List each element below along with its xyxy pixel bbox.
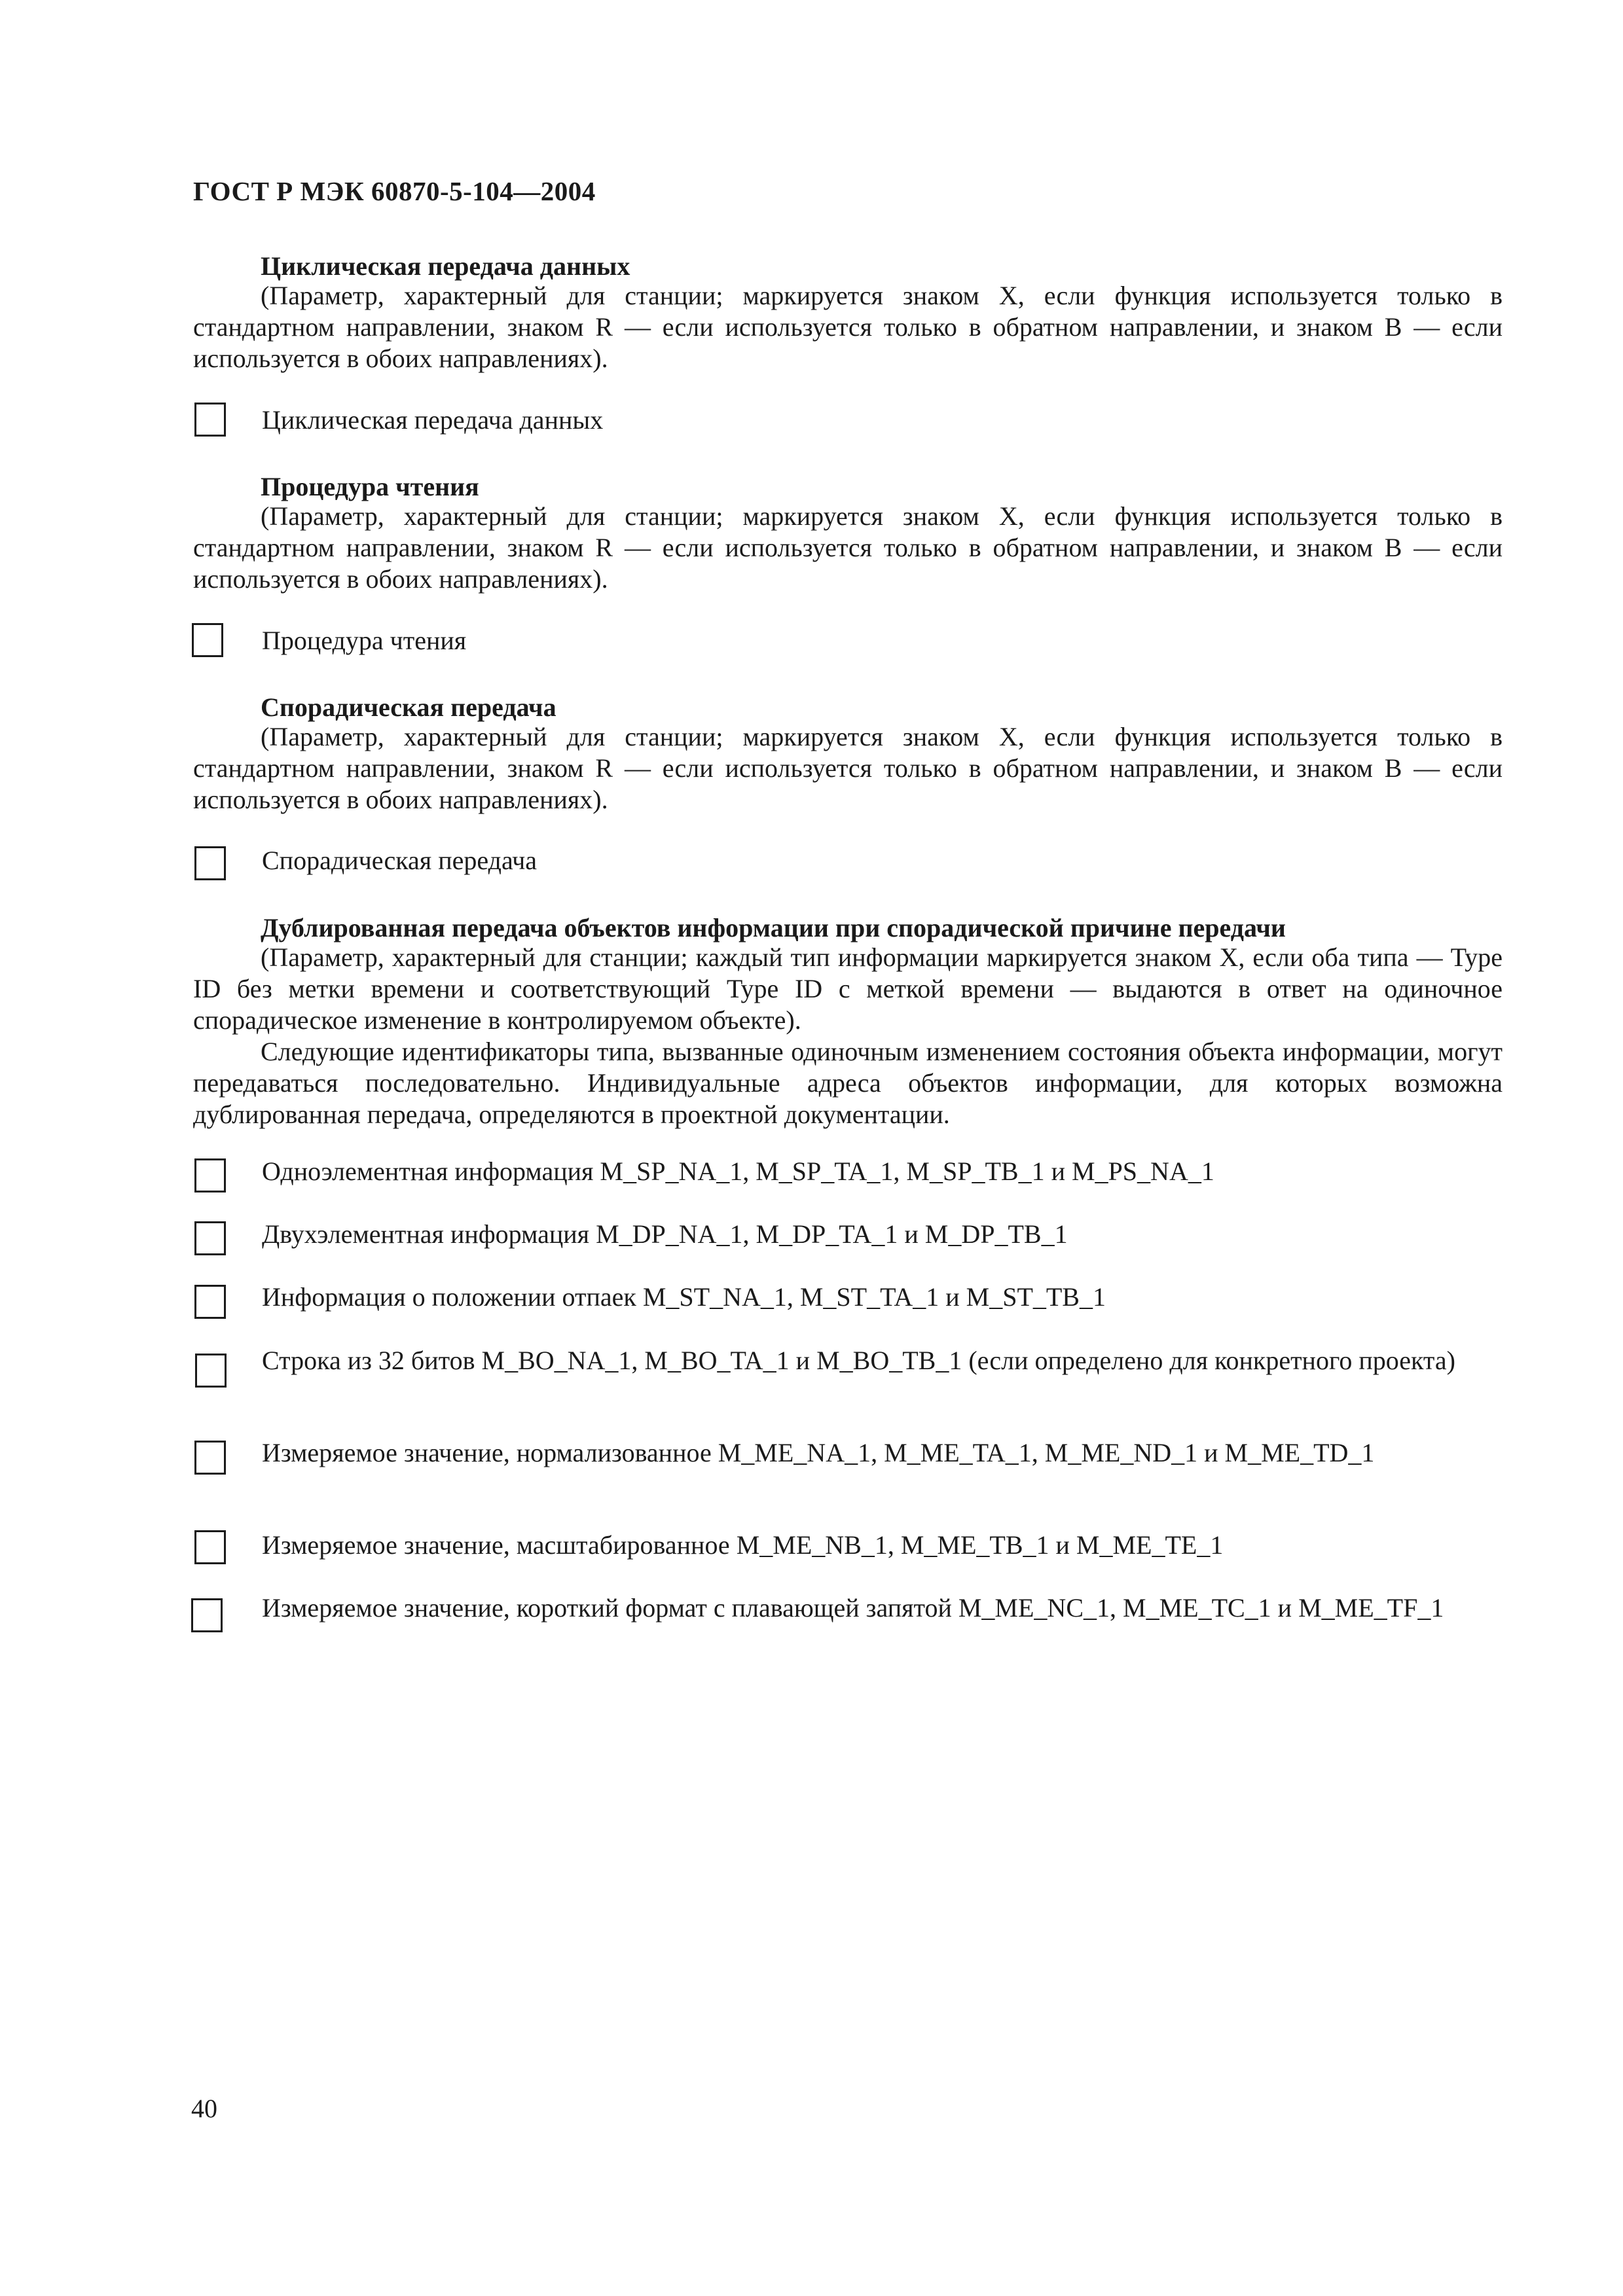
document-header: ГОСТ Р МЭК 60870-5-104—2004 — [193, 176, 596, 206]
checkbox-spontaneous[interactable] — [194, 846, 226, 880]
option-label-step-position: Информация о положении отпаек M_ST_NA_1, M_ST_TA_1 и M_ST_TB_1 — [262, 1282, 1106, 1312]
option-label-normalized: Измеряемое значение, нормализованное M_ME_NA_1, M_ME_TA_1, M_ME_ND_1 и M_ME_TD_1 — [262, 1438, 1375, 1467]
section-heading-read: Процедура чтения — [261, 472, 479, 501]
option-label-bitstring: Строка из 32 битов M_BO_NA_1, M_BO_TA_1 и M_BO_TB_1 (если определено для конкретного проекта) — [262, 1346, 1455, 1375]
checkbox-cyclic[interactable] — [194, 403, 226, 437]
section-paragraph-read: (Параметр, характерный для станции; маркируется знаком X, если функция используется только в стандартном направлении, знаком R — если используется только в обратном направлении, и знаком B — если используется в обоих направлениях). — [193, 501, 1503, 594]
option-label-scaled: Измеряемое значение, масштабированное M_ME_NB_1, M_ME_TB_1 и M_ME_TE_1 — [262, 1530, 1224, 1560]
page-number: 40 — [191, 2094, 217, 2123]
section-paragraph-cyclic: (Параметр, характерный для станции; маркируется знаком X, если функция используется только в стандартном направлении, знаком R — если используется только в обратном направлении, и знаком B — если используется в обоих направлениях). — [193, 281, 1503, 373]
checkbox-single-point[interactable] — [194, 1158, 226, 1193]
option-label-cyclic: Циклическая передача данных — [262, 405, 604, 435]
section-paragraph-spontaneous: (Параметр, характерный для станции; маркируется знаком X, если функция используется только в стандартном направлении, знаком R — если используется только в обратном направлении, и знаком B — если используется в обоих направлениях). — [193, 722, 1503, 814]
section-paragraph-duplicated-2: Следующие идентификаторы типа, вызванные одиночным изменением состояния объекта информации, могут передаваться последовательно. Индивидуальные адреса объектов информации, для которых возможна дублированная передача, определяются в проектной документации. — [193, 1037, 1503, 1129]
section-heading-cyclic: Циклическая передача данных — [261, 251, 630, 281]
section-heading-spontaneous: Спорадическая передача — [261, 692, 556, 722]
checkbox-floating-point[interactable] — [191, 1598, 223, 1632]
option-label-single-point: Одноэлементная информация M_SP_NA_1, M_SP_TA_1, M_SP_TB_1 и M_PS_NA_1 — [262, 1157, 1214, 1186]
checkbox-double-point[interactable] — [194, 1221, 226, 1255]
section-paragraph-duplicated-1: (Параметр, характерный для станции; каждый тип информации маркируется знаком X, если оба типа — Type ID без метки времени и соответствующий Type ID с меткой времени — выдаются в ответ на одиночное спорадическое изменение в контролируемом объекте). — [193, 942, 1503, 1035]
checkbox-read[interactable] — [192, 623, 223, 657]
checkbox-step-position[interactable] — [194, 1285, 226, 1319]
section-heading-duplicated: Дублированная передача объектов информации при спорадической причине передачи — [261, 913, 1286, 942]
option-label-spontaneous: Спорадическая передача — [262, 846, 537, 875]
option-label-read: Процедура чтения — [262, 626, 467, 655]
checkbox-scaled[interactable] — [194, 1530, 226, 1564]
option-label-floating-point: Измеряемое значение, короткий формат с плавающей запятой M_ME_NC_1, M_ME_TC_1 и M_ME_TF_1 — [262, 1593, 1444, 1623]
checkbox-normalized[interactable] — [194, 1441, 226, 1475]
checkbox-bitstring[interactable] — [195, 1354, 227, 1388]
option-label-double-point: Двухэлементная информация M_DP_NA_1, M_DP_TA_1 и M_DP_TB_1 — [262, 1219, 1068, 1249]
